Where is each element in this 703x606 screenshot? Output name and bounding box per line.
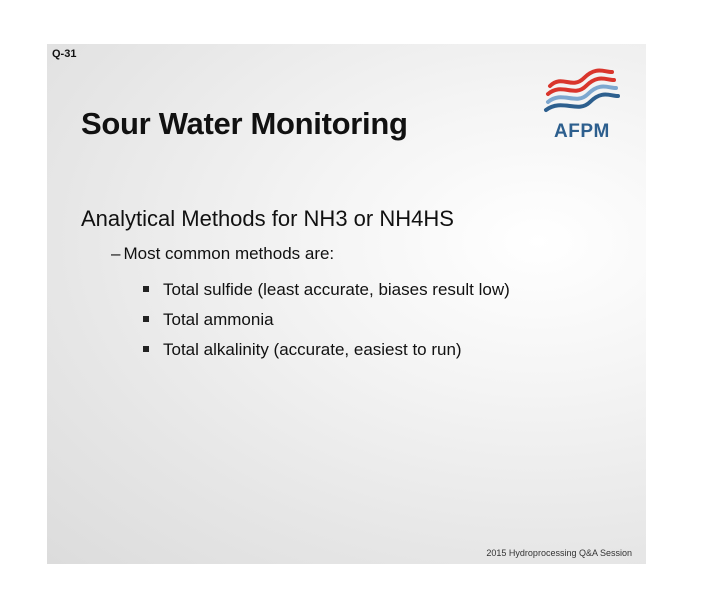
list-item	[143, 340, 510, 370]
square-bullet-icon	[143, 316, 149, 322]
flag-stripes-icon	[542, 68, 622, 123]
slide-body	[81, 206, 510, 359]
square-bullet-icon	[143, 346, 149, 352]
bullet-list	[143, 280, 510, 370]
subheading-text: Most common methods are:	[123, 244, 335, 263]
slide-number: Q-31	[52, 48, 77, 60]
footer-text: 2015 Hydroprocessing Q&A Session	[486, 548, 632, 558]
list-item	[143, 280, 510, 310]
bullet-text: Total sulfide (least accurate, biases result low)	[163, 280, 510, 299]
bullet-text: Total ammonia	[163, 310, 274, 329]
square-bullet-icon	[143, 286, 149, 292]
bullet-text: Total alkalinity (accurate, easiest to run)	[163, 340, 462, 359]
list-item	[143, 310, 510, 340]
logo-text: AFPM	[554, 121, 610, 142]
subheading	[111, 244, 334, 264]
slide	[47, 44, 646, 564]
dash-marker: –	[111, 244, 121, 263]
slide-title: Sour Water Monitoring	[81, 106, 408, 141]
heading-text: Analytical Methods for NH3 or NH4HS	[81, 206, 454, 231]
afpm-logo	[542, 68, 622, 148]
